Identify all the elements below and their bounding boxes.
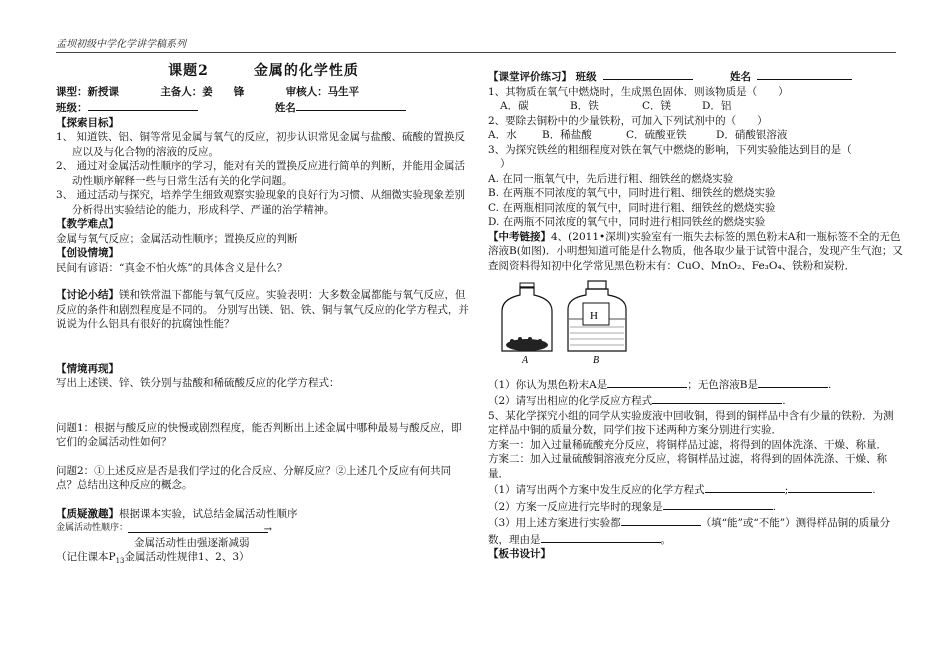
- eval-row: [488, 68, 903, 85]
- goal-3: 3、 通过活动与探究，培养学生细致观察实验现象的良好行为习惯、从细微实验现象差别分析得出实验结论的能力，形成科学、严谨的治学精神。: [56, 189, 466, 216]
- q1-option-a[interactable]: A．碳: [500, 100, 529, 112]
- q3-option-a[interactable]: A. 在同一瓶氧气中，先后进行粗、细铁丝的燃烧实验: [488, 172, 734, 185]
- q4-part2: （2）请写出相应的化学反应方程式 .: [488, 392, 903, 409]
- situation-heading: 【创设情境】: [56, 247, 119, 259]
- quiz-q1: 1、其物质在氧气中燃烧时，生成黑色固体．则该物质是（ ）: [488, 85, 789, 98]
- q4-part1: （1）你认为黑色粉末A是 ；无色溶液B是 .: [488, 376, 903, 393]
- q3-option-c[interactable]: C. 在两瓶相同浓度的氧气中，同时进行粗、细铁丝的燃烧实验: [488, 201, 776, 214]
- quiz-q3-close: ）: [500, 158, 511, 170]
- discussion-heading: 【讨论小结】: [56, 289, 119, 301]
- header-rule: [56, 52, 896, 53]
- q3-option-d[interactable]: D. 在两瓶不同浓度的氧气中，同时进行相同铁丝的燃烧实验: [488, 216, 766, 228]
- q2-option-d[interactable]: D．硝酸银溶液: [716, 129, 788, 141]
- right-column: [488, 64, 903, 562]
- doubt-block: [56, 507, 471, 522]
- q2-option-b[interactable]: B．稀盐酸: [542, 129, 592, 141]
- bottles-figure: [500, 277, 650, 367]
- doubt-heading: 【质疑激趣】: [56, 507, 119, 520]
- q5-equation-2[interactable]: [788, 481, 872, 493]
- quiz-q3: 3、为探究铁丝的粗细程度对铁在氧气中燃烧的影响，下列实验能达到目的是（: [488, 143, 852, 156]
- q5-part1: （1）请写出两个方案中发生反应的化学方程式 ; .: [488, 481, 903, 498]
- lesson-title: 课题2 金属的化学性质: [168, 63, 359, 79]
- difficulty-heading: 【教学难点】: [56, 218, 119, 230]
- situation-text: 民间有谚语：“真金不怕火炼”的具体含义是什么？: [56, 261, 288, 274]
- name-label: 姓名: [274, 102, 296, 114]
- fig-label-h: H: [590, 310, 598, 322]
- q4-answer-b[interactable]: [758, 376, 828, 388]
- series-header: 孟坝初级中学化学讲学稿系列: [56, 39, 186, 50]
- reproduce-text: 写出上述镁、锌、铁分别与盐酸和稀硫酸反应的化学方程式：: [56, 377, 340, 389]
- exam-link-text: 4、(2011•深圳)实验室有一瓶失去标签的黑色粉末A和一瓶标签不全的无色溶液B(如图)．小明想知道可能是什么物质，他各取少量于试管中混合，发现产生气泡；又查阅资料得知初中化学常见黑色粉末有：CuO、MnO₂、Fe₃O₄、铁粉和炭粉．: [488, 230, 903, 272]
- left-column: [56, 64, 471, 569]
- difficulty-text: 金属与氧气反应；金属活动性顺序；置换反应的判断: [56, 232, 298, 245]
- doubt-text: 根据课本实验，试总结金属活动性顺序: [119, 507, 298, 520]
- board-heading: 【板书设计】: [488, 548, 551, 560]
- quiz-q5: 5、某化学探究小组的同学从实验废液中回收铜，得到的铜样品中含有少量的铁粉．为测定样品中铜的质量分数，同学们按下述两种方案分别进行实验．: [488, 409, 894, 436]
- q2-option-c[interactable]: C．硫酸亚铁: [626, 129, 687, 141]
- goal-1: 1、 知道铁、铝、铜等常见金属与氧气的反应，初步认识常见金属与盐酸、硫酸的置换反应以及与化合物的溶液的反应。: [56, 131, 466, 158]
- q5-part3: （3）用上述方案进行实验都 （填“能”或“不能”）测得样品铜的质量分数，理由是 。: [488, 514, 903, 547]
- eval-class-field[interactable]: [603, 68, 693, 80]
- class-label: 班级：: [56, 102, 88, 114]
- reproduce-heading: 【情境再现】: [56, 362, 119, 375]
- goals-heading: 【探索目标】: [56, 116, 119, 129]
- question-1: 问题1：根据与酸反应的快慢或剧烈程度，能否判断出上述金属中哪种最易与酸反应，即它们的金属活动性如何？: [56, 421, 462, 448]
- plan-2: 方案二：加入过量硫酸铜溶液充分反应，将铜样品过滤，将得到的固体洗涤、干燥、称量．: [488, 453, 887, 480]
- eval-heading: 【课堂评价练习】 班级: [488, 71, 597, 83]
- remember-note: （记住课本$P_{13}$金属活动性规律1、2、3）: [56, 551, 250, 566]
- bottle-a-icon: [502, 283, 552, 351]
- q5-equation-1[interactable]: [705, 481, 785, 493]
- eval-name-label: 姓名: [729, 71, 751, 83]
- exam-link-block: [488, 230, 903, 274]
- q5-part2: （2）方案一反应进行完毕时的现象是 .: [488, 498, 903, 515]
- quiz-q2: 2、要除去铜粉中的少量铁粉，可加入下列试剂中的（ ）: [488, 114, 768, 127]
- name-field[interactable]: [296, 99, 406, 111]
- q4-answer-a[interactable]: [607, 376, 687, 388]
- q1-option-b[interactable]: B．铁: [570, 100, 599, 112]
- fig-label-b: B: [593, 355, 600, 366]
- eval-name-field[interactable]: [757, 68, 852, 80]
- preparer: 主备人：姜 锋: [160, 85, 245, 98]
- fig-label-a: A: [522, 355, 529, 366]
- meta-row-2: [56, 99, 471, 116]
- order-note: 金属活动性由强逐渐减弱: [134, 536, 250, 549]
- q2-option-a[interactable]: A．水: [488, 129, 517, 141]
- quiz-q1-options: [488, 99, 903, 114]
- lesson-type: 课型：新授课: [56, 85, 119, 98]
- q1-option-c[interactable]: C．镁: [642, 100, 672, 112]
- discussion-text: 镁和铁常温下都能与氧气反应。实验表明：大多数金属都能与氧气反应，但反应的条件和剧烈程度是不同的。 分别写出镁、铝、铁、铜与氧气反应的化学方程式，并说说为什么铝具有很好的抗腐蚀性能？: [56, 289, 469, 330]
- q5-reason-field[interactable]: [541, 531, 661, 543]
- meta-row-1: [56, 85, 471, 100]
- question-2: 问题2：①上述反应是否是我们学过的化合反应、分解反应？②上述几个反应有何共同点？总结出这种反应的概念。: [56, 464, 452, 491]
- exam-link-heading: 【中考链接】: [488, 230, 551, 243]
- q3-option-b[interactable]: B. 在两瓶不同浓度的氧气中，同时进行粗、细铁丝的燃烧实验: [488, 187, 776, 199]
- q1-option-d[interactable]: D．铝: [702, 100, 732, 112]
- q5-can-field[interactable]: [621, 514, 701, 526]
- order-arrow-line[interactable]: [128, 522, 273, 535]
- order-label: 金属活动性顺序：: [56, 523, 129, 533]
- goal-2: 2、 通过对金属活动性顺序的学习，能对有关的置换反应进行简单的判断，并能用金属活动性顺序解释一些与日常生活有关的化学问题。: [56, 160, 466, 187]
- order-row: [56, 521, 471, 536]
- plan-1: 方案一：加入过量稀硫酸充分反应，将铜样品过滤，将得到的固体洗涤、干燥、称量．: [488, 438, 887, 451]
- class-field[interactable]: [88, 99, 198, 111]
- discussion-block: [56, 288, 471, 332]
- q5-phenomenon-field[interactable]: [663, 498, 773, 510]
- reviewer: 审核人：马生平: [285, 85, 360, 98]
- q4-equation-field[interactable]: [652, 392, 782, 404]
- quiz-q2-options: [488, 128, 903, 143]
- arrow-right-icon: →: [263, 524, 273, 535]
